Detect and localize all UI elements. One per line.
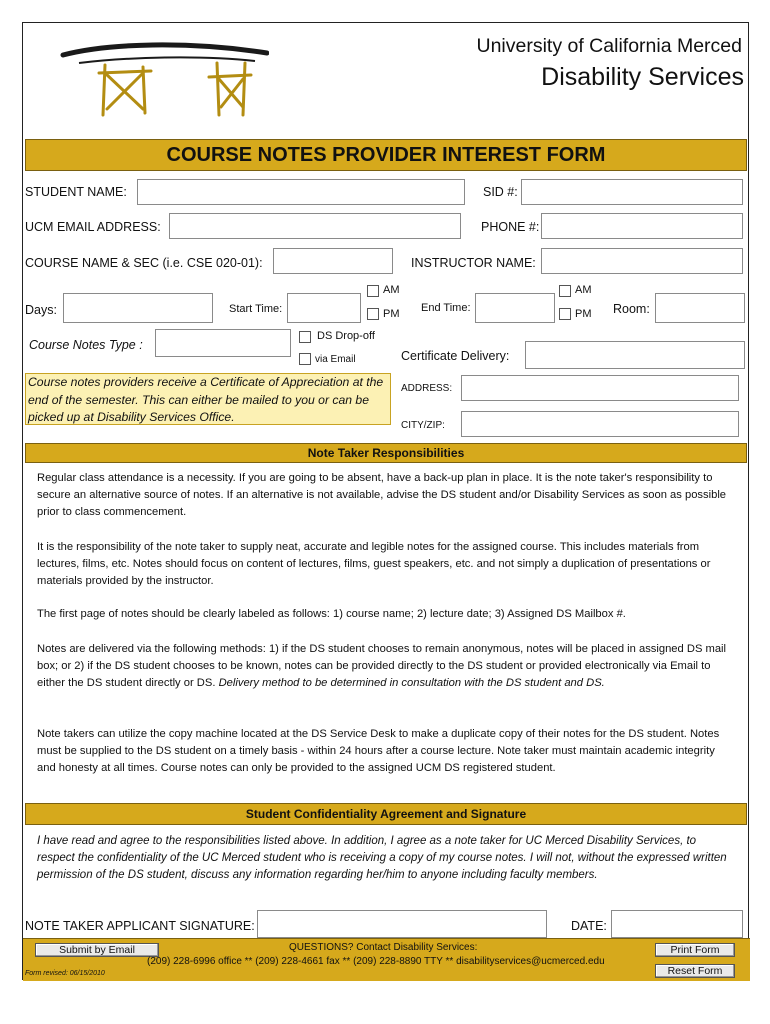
room-label: Room: (613, 302, 650, 316)
student-name-input[interactable] (137, 179, 465, 205)
start-time-label: Start Time: (229, 303, 283, 315)
reset-form-button[interactable]: Reset Form (655, 964, 735, 978)
cert-delivery-label: Certificate Delivery: (401, 349, 510, 363)
days-label: Days: (25, 303, 57, 317)
address-input[interactable] (461, 375, 739, 401)
confidentiality-heading: Student Confidentiality Agreement and Signature (25, 803, 747, 825)
certificate-note: Course notes providers receive a Certificate of Appreciation at the end of the semester. This can either be mailed to you or can be picked up at Disability Services Office. (25, 373, 391, 425)
revision-date: Form revised: 06/15/2010 (25, 970, 105, 977)
delivery-methods-text: Notes are delivered via the following methods: 1) if the DS student chooses to remain anonymous, notes will be placed in assigned DS mail box; or 2) if the DS student chooses to be known, notes can be provided directly to the DS student or provided electronically via Email to either the DS student directly or DS. (37, 643, 727, 689)
email-input[interactable] (169, 213, 461, 239)
email-label: UCM EMAIL ADDRESS: (25, 220, 161, 234)
delivery-method-note: Delivery method to be determined in consultation with the DS student and DS. (218, 677, 605, 689)
student-name-label: STUDENT NAME: (25, 185, 127, 199)
ds-dropoff-checkbox[interactable] (299, 331, 311, 343)
end-am-checkbox[interactable] (559, 285, 571, 297)
uc-merced-logo (59, 33, 269, 123)
responsibility-paragraph-3: The first page of notes should be clearly labeled as follows: 1) course name; 2) lecture date; 3) Assigned DS Mailbox #. (37, 608, 626, 620)
phone-input[interactable] (541, 213, 743, 239)
city-zip-label: CITY/ZIP: (401, 420, 445, 431)
start-pm-label: PM (383, 308, 400, 320)
course-label: COURSE NAME & SEC (i.e. CSE 020-01): (25, 256, 263, 270)
sid-label: SID #: (483, 185, 518, 199)
questions-text: QUESTIONS? Contact Disability Services: (289, 942, 478, 953)
form-footer (23, 938, 750, 981)
end-pm-checkbox[interactable] (559, 308, 571, 320)
sid-input[interactable] (521, 179, 743, 205)
city-zip-input[interactable] (461, 411, 739, 437)
responsibilities-heading: Note Taker Responsibilities (25, 443, 747, 463)
days-input[interactable] (63, 293, 213, 323)
responsibility-paragraph-4 (37, 641, 727, 692)
room-input[interactable] (655, 293, 745, 323)
course-input[interactable] (273, 248, 393, 274)
responsibility-paragraph-1: Regular class attendance is a necessity. If you are going to be absent, have a back-up plan in place. It is the note taker's responsibility to secure an alternative source of notes. If an alternative is not available, advise the DS student and/or Disability Services as soon as possible prior to class commencement. (37, 472, 727, 518)
end-time-input[interactable] (475, 293, 555, 323)
ds-dropoff-label: DS Drop-off (317, 330, 375, 342)
via-email-label: via Email (315, 354, 356, 365)
contact-info: (209) 228-6996 office ** (209) 228-4661 fax ** (209) 228-8890 TTY ** disabilityservices@ucmerced.edu (147, 956, 605, 967)
print-form-button[interactable]: Print Form (655, 943, 735, 957)
signature-input[interactable] (257, 910, 547, 938)
start-am-label: AM (383, 284, 400, 296)
end-pm-label: PM (575, 308, 592, 320)
signature-label: NOTE TAKER APPLICANT SIGNATURE: (25, 919, 255, 933)
end-am-label: AM (575, 284, 592, 296)
instructor-label: INSTRUCTOR NAME: (411, 256, 536, 270)
submit-email-button[interactable]: Submit by Email (35, 943, 159, 957)
start-am-checkbox[interactable] (367, 285, 379, 297)
responsibility-paragraph-5: Note takers can utilize the copy machine located at the DS Service Desk to make a duplicate copy of their notes for the DS student. Notes must be supplied to the DS student on a timely basis - within 24 hours after a course lecture. Note taker must maintain academic integrity and honesty at all times. Course notes can only be provided to the assigned UCM DS registered student. (37, 728, 720, 774)
date-input[interactable] (611, 910, 743, 938)
end-time-label: End Time: (421, 302, 471, 314)
form-title: COURSE NOTES PROVIDER INTEREST FORM (25, 139, 747, 171)
cert-delivery-input[interactable] (525, 341, 745, 369)
address-label: ADDRESS: (401, 383, 453, 394)
via-email-checkbox[interactable] (299, 353, 311, 365)
university-name: University of California Merced (476, 35, 742, 57)
start-pm-checkbox[interactable] (367, 308, 379, 320)
responsibility-paragraph-2: It is the responsibility of the note taker to supply neat, accurate and legible notes for the assigned course. This includes materials from lectures, films, etc. Notes should focus on content of lectures, films, guest speakers, etc. and not simply a duplication of presentations or materials provided by the instructor. (37, 541, 711, 587)
start-time-input[interactable] (287, 293, 361, 323)
notes-type-label: Course Notes Type : (29, 338, 143, 352)
confidentiality-text: I have read and agree to the responsibilities listed above. In addition, I agree as a note taker for UC Merced Disability Services, to respect the confidentiality of the UC Merced student who is receiving a copy of my course notes. I will not, without the expressed written permission of the DS student, discuss any information regarding her/him to anyone including faculty members. (37, 835, 727, 881)
form-page (22, 22, 749, 980)
notes-type-input[interactable] (155, 329, 291, 357)
instructor-input[interactable] (541, 248, 743, 274)
phone-label: PHONE #: (481, 220, 540, 234)
date-label: DATE: (571, 919, 607, 933)
department-name: Disability Services (541, 63, 744, 91)
